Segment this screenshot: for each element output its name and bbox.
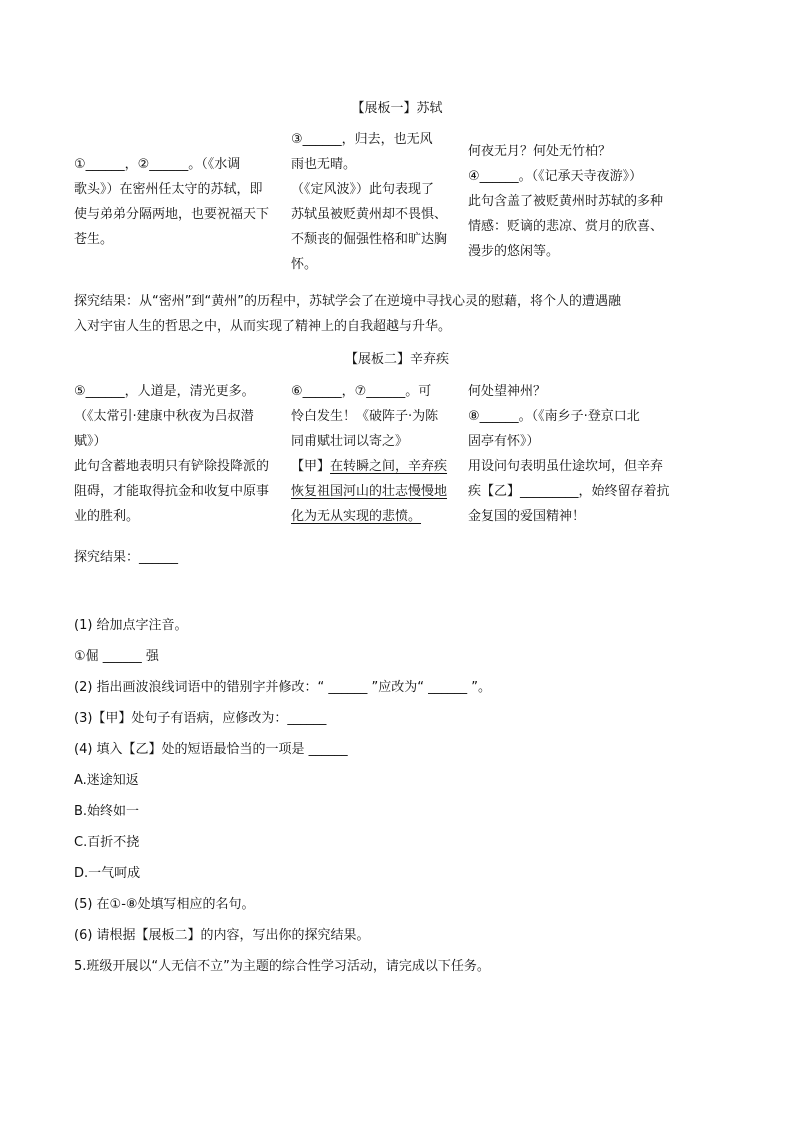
panel2-col3-line: 固亭有怀》）	[468, 434, 540, 449]
underlined-sentence: 在转瞬之间，辛弃疾	[330, 459, 448, 474]
option-item: D.一气呵成	[74, 866, 141, 881]
underlined-sentence: 化为无从实现的悲愤。	[291, 509, 422, 524]
question-item: 5.班级开展以“人无信不立”为主题的综合性学习活动，请完成以下任务。	[74, 959, 490, 974]
panel1-col2	[291, 127, 463, 277]
question-item: (2) 指出画波浪线词语中的错别字并修改：“ ______ ”应改为“ ______ ”。	[74, 680, 492, 695]
panel1-result-line: 入对宇宙人生的哲思之中，从而实现了精神上的自我超越与升华。	[74, 319, 452, 334]
panel2-col2-line	[291, 504, 463, 529]
panel2-col1-line: 赋》）	[74, 434, 107, 449]
panel1-col1-line: 使与弟弟分隔两地，也要祝福天下	[74, 207, 270, 222]
panel1-title: 【展板一】苏轼	[351, 101, 443, 116]
panel1-col1-line: ①______，②______。（《水调	[74, 157, 241, 172]
panel2-col3	[468, 379, 688, 529]
panel2-result: 探究结果：______	[74, 550, 179, 565]
panel2-col3-line: 用设问句表明虽仕途坎坷，但辛弃	[468, 459, 664, 474]
panel2-col3-line: 金复国的爱国精神！	[468, 509, 586, 524]
panel2-col1-line: 此句含蓄地表明只有铲除投降派的	[74, 459, 270, 474]
panel1-col2-line: ③______，归去，也无风	[291, 132, 433, 147]
panel1-col2-line: 怀。	[291, 257, 318, 272]
panel1-col2-line: 苏轼虽被贬黄州却不畏惧、	[291, 207, 448, 222]
panel1-col2-line: 不颓丧的倔强性格和旷达胸	[291, 232, 448, 247]
question-item: ①倔 ______ 强	[74, 649, 159, 664]
question-list	[74, 610, 491, 982]
panel1-col3-line: 情感：贬谪的悲凉、赏月的欣喜、	[468, 219, 664, 234]
panel1-col3-line: ④______。（《记承天寺夜游》）	[468, 169, 643, 184]
panel2-col2	[291, 379, 463, 529]
panel2-col2-line: 同甫赋壮词以寄之》	[291, 434, 409, 449]
panel1-col3	[468, 139, 688, 264]
panel1-col1-line: 苍生。	[74, 232, 114, 247]
panel2-col3-line: 疾【乙】_________，始终留存着抗	[468, 484, 670, 499]
question-item: (5) 在①-⑧处填写相应的名句。	[74, 897, 255, 912]
panel2-col1	[74, 379, 290, 529]
panel2-col1-line: （《太常引·建康中秋夜为吕叔潜	[74, 409, 254, 424]
panel1-col2-line: 雨也无晴。	[291, 157, 357, 172]
panel1-col1	[74, 152, 290, 252]
panel1-result-line: 探究结果：从“密州”到“黄州”的历程中，苏轼学会了在逆境中寻找心灵的慰藉，将个人的遭遇融	[74, 294, 621, 309]
panel2-col1-line: 业的胜利。	[74, 509, 140, 524]
panel2-col1-line: ⑤______，人道是，清光更多。	[74, 384, 255, 399]
panel2-col1-line: 阻碍，才能取得抗金和收复中原事	[74, 484, 270, 499]
question-item: (1) 给加点字注音。	[74, 618, 188, 633]
panel2-col3-line: 何处望神州？	[468, 384, 547, 399]
panel2-col2-line: ⑥______，⑦______。可	[291, 384, 432, 399]
panel2-col3-line: ⑧______。（《南乡子·登京口北	[468, 409, 640, 424]
panel1-col1-line: 歌头》）在密州任太守的苏轼，即	[74, 182, 263, 197]
panel1-col3-line: 此句含盖了被贬黄州时苏轼的多种	[468, 194, 664, 209]
option-item: A.迷途知返	[74, 773, 139, 788]
panel2-col2-line: 怜白发生！《破阵子·为陈	[291, 409, 439, 424]
question-item: (3)【甲】处句子有语病，应修改为：______	[74, 711, 327, 726]
panel2-col2-line	[291, 479, 463, 504]
underlined-sentence: 恢复祖国河山的壮志慢慢地	[291, 484, 448, 499]
question-item: (4) 填入【乙】处的短语最恰当的一项是 ______	[74, 742, 348, 757]
panel1-col2-line: （《定风波》）此句表现了	[291, 182, 435, 197]
panel1-result	[74, 289, 724, 339]
question-item: (6) 请根据【展板二】的内容，写出你的探究结果。	[74, 928, 370, 943]
panel2-title: 【展板二】辛弃疾	[344, 352, 449, 367]
panel2-col2-line	[291, 454, 463, 479]
option-item: C.百折不挠	[74, 835, 140, 850]
option-item: B.始终如一	[74, 804, 140, 819]
jia-marker: 【甲】	[291, 459, 331, 474]
panel1-col3-line: 漫步的悠闲等。	[468, 244, 560, 259]
panel1-col3-line: 何夜无月？何处无竹柏？	[468, 144, 612, 159]
